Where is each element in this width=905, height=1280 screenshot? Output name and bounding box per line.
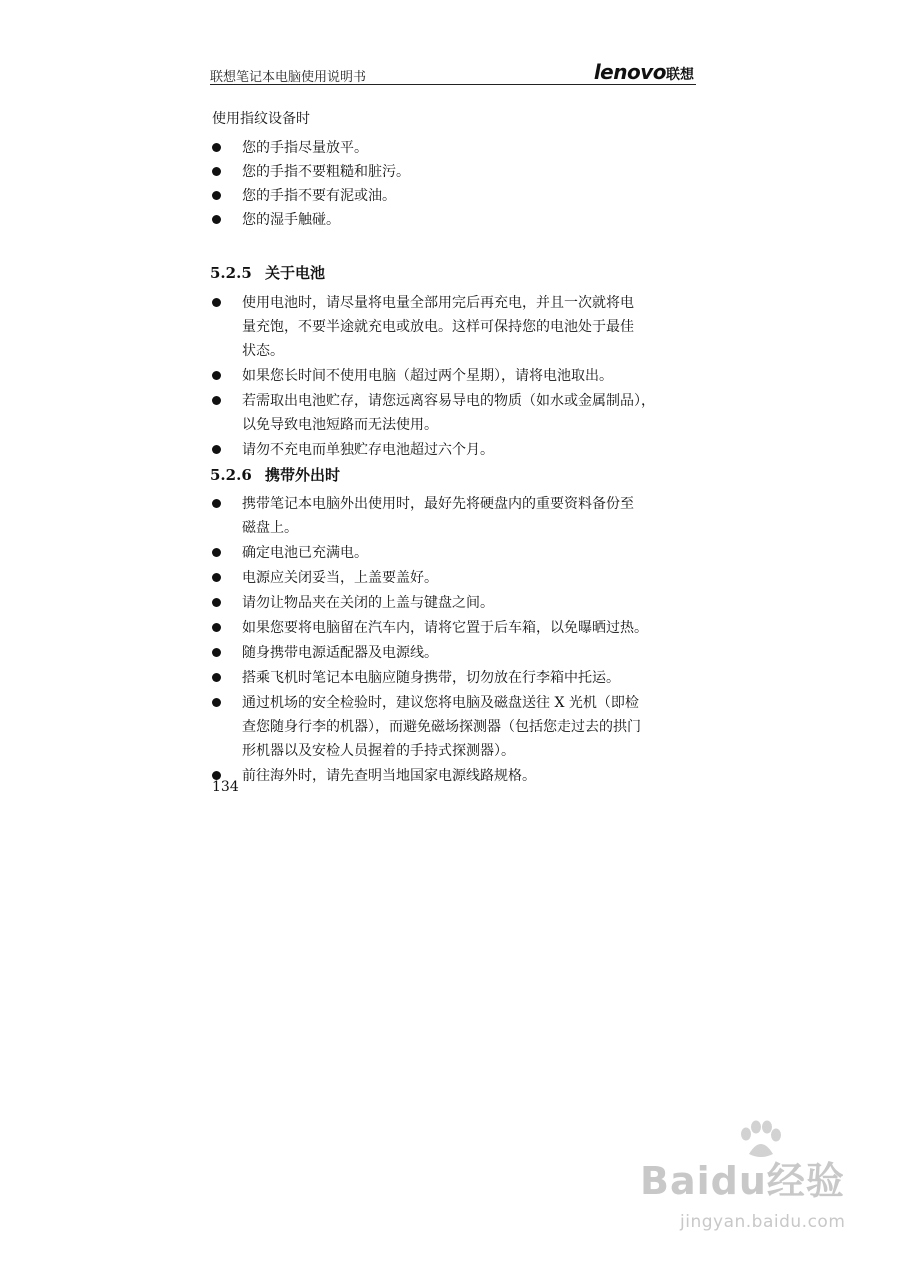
header-title: 联想笔记本电脑使用说明书	[210, 70, 367, 85]
list-item: 随身携带电源适配器及电源线。	[212, 641, 696, 665]
section-heading	[210, 464, 340, 485]
bullet-icon	[212, 548, 221, 557]
section-heading	[210, 262, 325, 283]
bullet-icon	[212, 371, 221, 380]
logo-wordmark: lenovo	[593, 60, 666, 84]
bullet-icon	[212, 445, 221, 454]
lenovo-logo	[594, 60, 694, 84]
baidu-watermark	[640, 1120, 880, 1260]
fingerprint-list	[212, 136, 696, 232]
travel-list	[212, 492, 696, 788]
section-number: 5.2.6	[210, 466, 252, 484]
intro-text: 使用指纹设备时	[212, 111, 310, 127]
page-number: 134	[212, 779, 239, 795]
bullet-icon	[212, 396, 221, 405]
list-item: 使用电池时，请尽量将电量全部用完后再充电，并且一次就将电 量充饱，不要半途就充电或放电。这样可保持您的电池处于最佳 状态。	[212, 291, 696, 363]
bullet-icon	[212, 191, 221, 200]
section-title: 关于电池	[265, 264, 326, 282]
bullet-icon	[212, 573, 221, 582]
list-item: 携带笔记本电脑外出使用时，最好先将硬盘内的重要资料备份至 磁盘上。	[212, 492, 696, 540]
bullet-icon	[212, 598, 221, 607]
bullet-icon	[212, 499, 221, 508]
list-item: 您的手指不要粗糙和脏污。	[212, 160, 696, 184]
list-item: 搭乘飞机时笔记本电脑应随身携带，切勿放在行李箱中托运。	[212, 666, 696, 690]
bullet-icon	[212, 298, 221, 307]
list-item: 您的手指不要有泥或油。	[212, 184, 696, 208]
list-item: 如果您要将电脑留在汽车内，请将它置于后车箱，以免曝晒过热。	[212, 616, 696, 640]
bullet-icon	[212, 698, 221, 707]
watermark-text: Baidu经验	[640, 1159, 845, 1203]
bullet-icon	[212, 623, 221, 632]
list-item: 如果您长时间不使用电脑（超过两个星期），请将电池取出。	[212, 364, 696, 388]
list-item: 确定电池已充满电。	[212, 541, 696, 565]
list-item: 您的手指尽量放平。	[212, 136, 696, 160]
page-header	[210, 58, 696, 85]
section-title: 携带外出时	[265, 466, 341, 484]
section-number: 5.2.5	[210, 264, 252, 282]
bullet-icon	[212, 648, 221, 657]
list-item: 电源应关闭妥当，上盖要盖好。	[212, 566, 696, 590]
list-item: 通过机场的安全检验时，建议您将电脑及磁盘送往 X 光机（即检 查您随身行李的机器），而避免磁场探测器（包括您走过去的拱门 形机器以及安检人员握着的手持式探测器）。	[212, 691, 696, 763]
list-item: 前往海外时，请先查明当地国家电源线路规格。	[212, 764, 696, 788]
watermark-url: jingyan.baidu.com	[680, 1212, 846, 1232]
bullet-icon	[212, 673, 221, 682]
logo-chinese: 联想	[666, 67, 694, 83]
bullet-icon	[212, 143, 221, 152]
list-item: 若需取出电池贮存，请您远离容易导电的物质（如水或金属制品）， 以免导致电池短路而无法使用。	[212, 389, 696, 437]
list-item: 请勿让物品夹在关闭的上盖与键盘之间。	[212, 591, 696, 615]
bullet-icon	[212, 167, 221, 176]
list-item: 您的湿手触碰。	[212, 208, 696, 232]
bullet-icon	[212, 215, 221, 224]
battery-list	[212, 291, 696, 462]
list-item: 请勿不充电而单独贮存电池超过六个月。	[212, 438, 696, 462]
